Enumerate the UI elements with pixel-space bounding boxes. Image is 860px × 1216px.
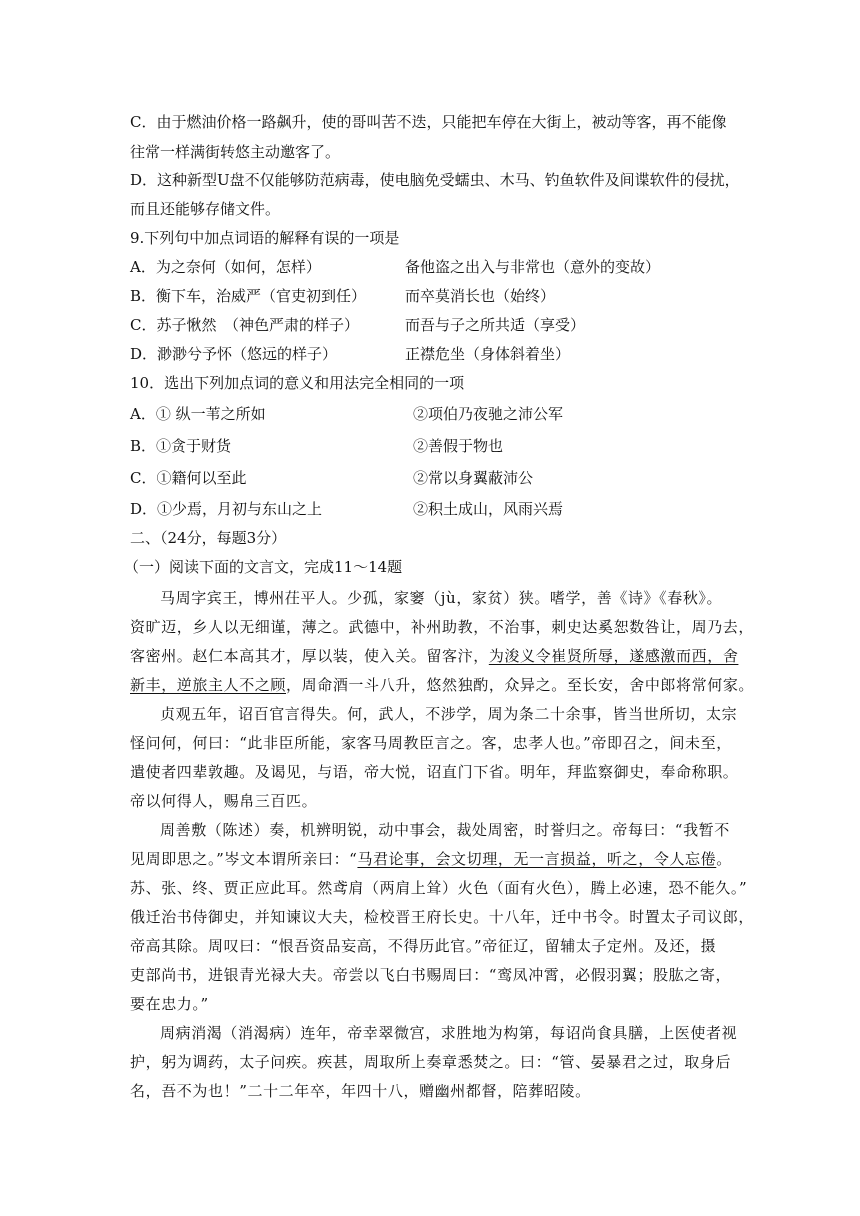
q10-option-b-right: ②善假于物也 [413, 437, 504, 455]
q10-option-c-right: ②常以身翼蔽沛公 [413, 469, 534, 487]
q10-option-b-left: B．①贪于财货 [130, 437, 232, 455]
passage-p3-line-1: 周善敷（陈述）奏，机辨明锐，动中事会，裁处周密，时誉归之。帝每曰：“我暂不 [160, 821, 730, 839]
passage-p3-line-7: 要在忠力。” [130, 995, 209, 1013]
underlined-sentence: 新丰，逆旅主人不之顾 [130, 676, 287, 694]
passage-text: ，周命酒一斗八升，悠然独酌，众异之。至长安，舍中郎将常何家。 [286, 676, 755, 694]
passage-text: 见周即思之。”岑文本谓所亲曰：“ [130, 850, 358, 868]
q9-option-b-left: B．衡下车，治威严（官吏初到任） [130, 287, 367, 305]
question-9-stem: 9.下列句中加点词语的解释有误的一项是 [130, 229, 400, 247]
passage-p1-line-2: 资旷迈，乡人以无细谨，薄之。武德中，补州助教，不治事，刺史达奚恕数咎让，周乃去， [130, 618, 755, 636]
passage-p2-line-3: 遣使者四辈敦趣。及谒见，与语，帝大悦，诏直门下省。明年，拜监察御史，奉命称职。 [130, 763, 739, 781]
passage-p1-line-1: 马周字宾王，博州茌平人。少孤，家窭（jù，家贫）狭。嗜学，善《诗》《春秋》。 [160, 589, 723, 607]
passage-p3-line-2 [130, 849, 732, 869]
q9-option-c-right: 而吾与子之所共适（享受） [405, 316, 586, 334]
passage-p2-line-4: 帝以何得人，赐帛三百匹。 [130, 792, 318, 810]
passage-p3-line-4: 俄迁治书侍御史，并知谏议大夫，检校晋王府长史。十八年，迁中书令。时置太子司议郎， [130, 908, 755, 926]
q9-option-d-left: D．渺渺兮予怀（悠远的样子） [130, 345, 338, 363]
passage-p4-line-1: 周病消渴（消渴病）连年，帝幸翠微宫，求胜地为构第，每诏尚食具膳，上医使者视 [160, 1024, 738, 1042]
passage-p3-line-3: 苏、张、终、贾正应此耳。然鸢肩（两肩上耸）火色（面有火色），腾上必速，恐不能久。” [130, 879, 748, 897]
passage-text: 。 [716, 850, 732, 868]
q9-option-b-right: 而卒莫消长也（始终） [405, 287, 556, 305]
q10-option-a-left: A．① 纵一苇之所如 [130, 405, 266, 423]
passage-p1-line-4 [130, 675, 754, 695]
passage-p4-line-3: 名，吾不为也！”二十二年卒，年四十八，赠幽州都督，陪葬昭陵。 [130, 1082, 591, 1100]
q10-option-a-right: ②项伯乃夜驰之沛公军 [413, 405, 564, 423]
passage-p1-line-3 [130, 646, 738, 666]
passage-p3-line-5: 帝高其除。周叹曰：“恨吾资品妄高，不得历此官。”帝征辽，留辅太子定州。及还，摄 [130, 937, 717, 955]
question-10-stem: 10．选出下列加点词的意义和用法完全相同的一项 [130, 374, 465, 392]
option-c-line-1: C．由于燃油价格一路飙升，使的哥叫苦不迭，只能把车停在大街上，被动等客，再不能像 [130, 113, 727, 131]
passage-p4-line-2: 护，躬为调药，太子问疾。疾甚，周取所上奏章悉焚之。曰：“管、晏暴君之过，取身后 [130, 1053, 732, 1071]
passage-p3-line-6: 吏部尚书，进银青光禄大夫。帝尝以飞白书赐周曰：“鸾凤冲霄，必假羽翼；股肱之寄， [130, 966, 732, 984]
underlined-sentence: 为浚义令崔贤所辱，遂感激而西，舍 [488, 647, 739, 665]
q10-option-d-right: ②积土成山，风雨兴焉 [413, 500, 564, 518]
section-2-heading: 二、（24分，每题3分） [130, 529, 287, 547]
q9-option-a-left: A．为之奈何（如何，怎样） [130, 258, 321, 276]
q10-option-d-left: D．①少焉，月初与东山之上 [130, 500, 323, 518]
option-c-line-2: 往常一样满街转悠主动邀客了。 [130, 143, 341, 161]
passage-p2-line-1: 贞观五年，诏百官言得失。何，武人，不涉学，周为条二十余事，皆当世所切，太宗 [160, 705, 738, 723]
q9-option-c-left: C．苏子愀然 （神色严肃的样子） [130, 316, 359, 334]
section-2-part-1-heading: （一）阅读下面的文言文，完成11～14题 [124, 558, 403, 576]
underlined-sentence: 马君论事，会文切理，无一言损益，听之，令人忘倦 [357, 850, 717, 868]
option-d-line-1: D．这种新型U盘不仅能够防范病毒，使电脑免受蠕虫、木马、钓鱼软件及间谍软件的侵扰， [130, 171, 740, 189]
passage-p2-line-2: 怪问何，何曰：“此非臣所能，家客马周教臣言之。客，忠孝人也。”帝即召之，间未至， [130, 734, 732, 752]
q9-option-a-right: 备他盗之出入与非常也（意外的变故） [405, 258, 661, 276]
q10-option-c-left: C．①籍何以至此 [130, 469, 247, 487]
q9-option-d-right: 正襟危坐（身体斜着坐） [405, 345, 571, 363]
passage-text: 客密州。赵仁本高其才，厚以装，使入关。留客汴， [130, 647, 489, 665]
option-d-line-2: 而且还能够存储文件。 [130, 200, 281, 218]
